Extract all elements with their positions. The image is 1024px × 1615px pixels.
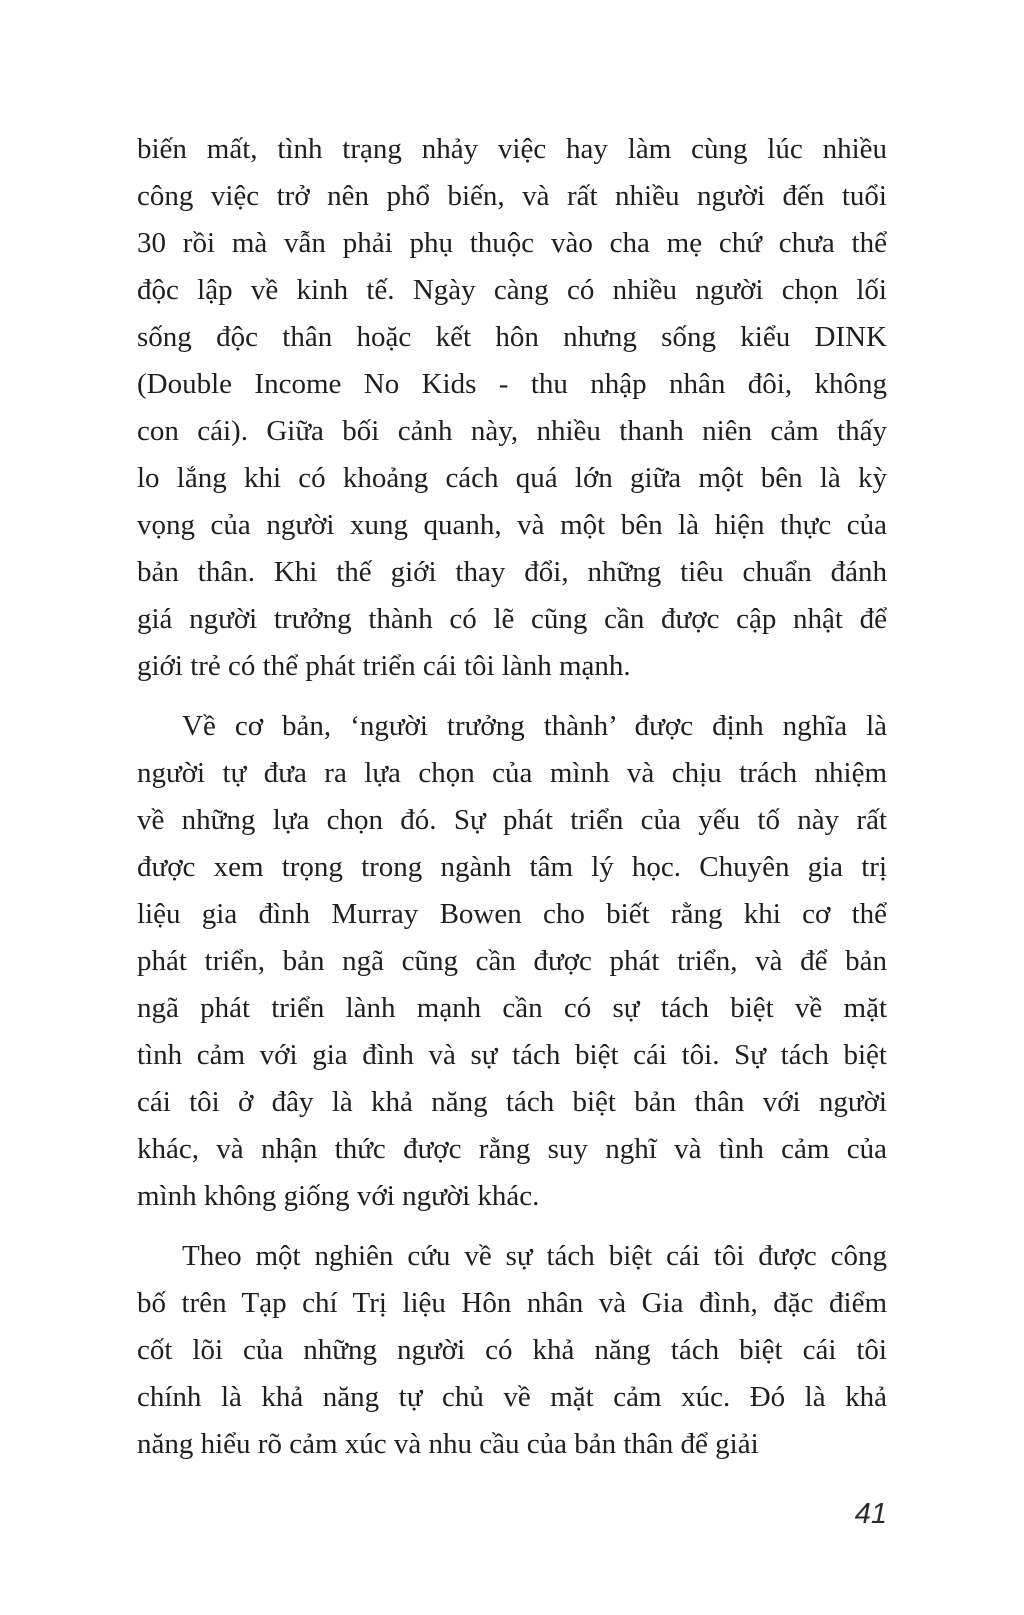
text-line: giá người trưởng thành có lẽ cũng cần được cập nhật để	[137, 603, 887, 635]
text-line: người tự đưa ra lựa chọn của mình và chịu trách nhiệm	[137, 757, 887, 789]
paragraph	[137, 703, 887, 1220]
text-line: công việc trở nên phổ biến, và rất nhiều người đến tuổi	[137, 180, 887, 212]
text-line: giới trẻ có thể phát triển cái tôi lành mạnh.	[137, 650, 631, 682]
text-line: chính là khả năng tự chủ về mặt cảm xúc. Đó là khả	[137, 1381, 887, 1413]
text-block	[137, 126, 887, 1468]
text-line: về những lựa chọn đó. Sự phát triển của yếu tố này rất	[137, 804, 887, 836]
text-line: con cái). Giữa bối cảnh này, nhiều thanh niên cảm thấy	[137, 415, 887, 447]
text-line: Theo một nghiên cứu về sự tách biệt cái tôi được công	[182, 1240, 887, 1272]
text-line: liệu gia đình Murray Bowen cho biết rằng khi cơ thể	[137, 898, 887, 930]
text-line: Về cơ bản, ‘người trưởng thành’ được định nghĩa là	[182, 710, 887, 742]
page-number: 41	[854, 1498, 887, 1530]
text-line: 30 rồi mà vẫn phải phụ thuộc vào cha mẹ chứ chưa thể	[137, 227, 887, 259]
text-line: ngã phát triển lành mạnh cần có sự tách biệt về mặt	[137, 992, 887, 1024]
text-line: bản thân. Khi thế giới thay đổi, những tiêu chuẩn đánh	[137, 556, 887, 588]
text-line: vọng của người xung quanh, và một bên là hiện thực của	[137, 509, 887, 541]
text-line: cốt lõi của những người có khả năng tách biệt cái tôi	[137, 1334, 887, 1366]
text-line: khác, và nhận thức được rằng suy nghĩ và tình cảm của	[137, 1133, 887, 1165]
paragraph	[137, 126, 887, 690]
text-line: cái tôi ở đây là khả năng tách biệt bản thân với người	[137, 1086, 887, 1118]
text-line: lo lắng khi có khoảng cách quá lớn giữa một bên là kỳ	[137, 462, 887, 494]
text-line: bố trên Tạp chí Trị liệu Hôn nhân và Gia đình, đặc điểm	[137, 1287, 887, 1319]
text-line: tình cảm với gia đình và sự tách biệt cái tôi. Sự tách biệt	[137, 1039, 887, 1071]
text-line: phát triển, bản ngã cũng cần được phát triển, và để bản	[137, 945, 887, 977]
text-line: (Double Income No Kids - thu nhập nhân đôi, không	[137, 368, 887, 400]
text-line: độc lập về kinh tế. Ngày càng có nhiều người chọn lối	[137, 274, 887, 306]
text-line: năng hiểu rõ cảm xúc và nhu cầu của bản thân để giải	[137, 1428, 759, 1460]
text-line: được xem trọng trong ngành tâm lý học. Chuyên gia trị	[137, 851, 887, 883]
paragraph	[137, 1233, 887, 1468]
text-line: sống độc thân hoặc kết hôn nhưng sống kiểu DINK	[137, 321, 887, 353]
text-line: mình không giống với người khác.	[137, 1180, 540, 1212]
text-line: biến mất, tình trạng nhảy việc hay làm cùng lúc nhiều	[137, 133, 887, 165]
